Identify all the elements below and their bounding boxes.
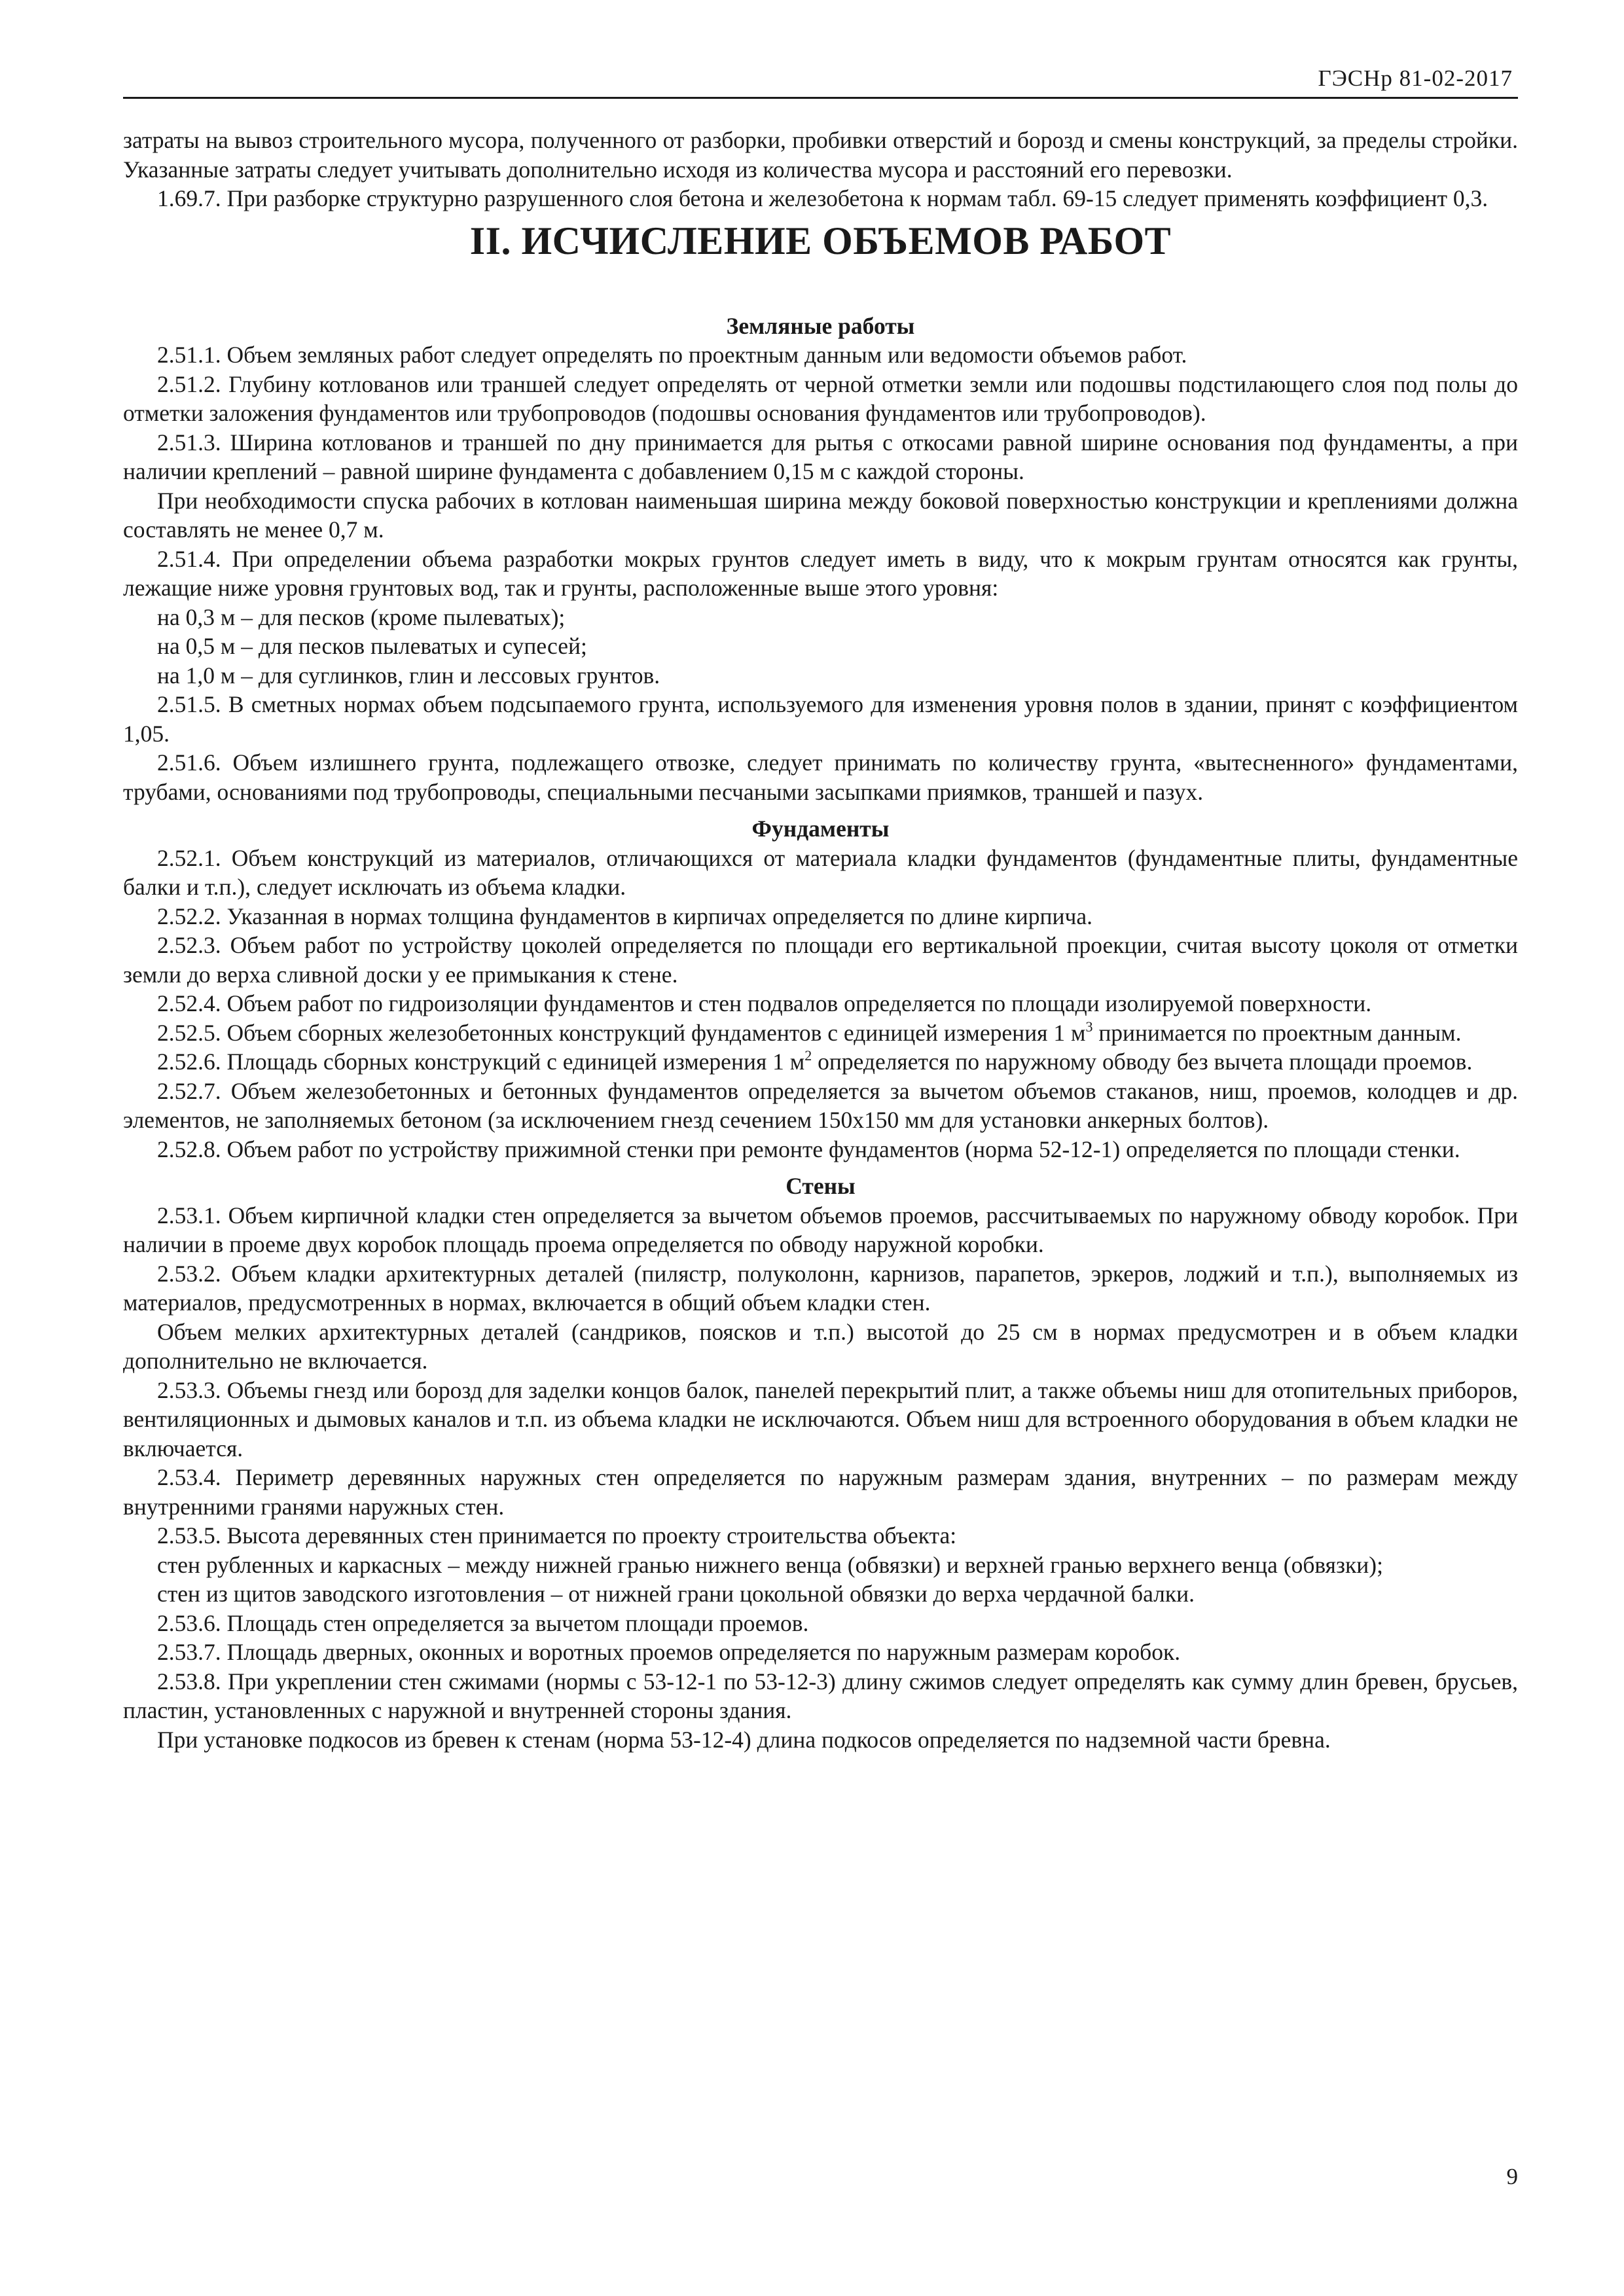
paragraph-text: принимается по проектным данным. [1092, 1019, 1462, 1046]
paragraph: 2.53.4. Периметр деревянных наружных стен определяется по наружным размерам здания, внутренних – по размерам между внутренними гранями наружных стен. [123, 1464, 1518, 1520]
paragraph-text: 2.52.5. Объем сборных железобетонных конструкций фундаментов с единицей измерения 1 м [157, 1019, 1086, 1046]
paragraph [123, 1018, 1518, 1048]
list-item: на 0,5 м – для песков пылеватых и супесей; [157, 633, 587, 659]
subsection-title-walls: Стены [785, 1173, 856, 1199]
paragraph: 2.53.3. Объемы гнезд или борозд для заделки концов балок, панелей перекрытий плит, а также объемы ниш для отопительных приборов, вентиляционных и дымовых каналов и т.п. из объема кладки не исключаются. Объем ниш для встроенного оборудования в объем кладки не включается. [123, 1376, 1518, 1462]
paragraph: 2.52.2. Указанная в нормах толщина фундаментов в кирпичах определяется по длине кирпича. [157, 903, 1092, 929]
paragraph: 2.51.2. Глубину котлованов или траншей следует определять от черной отметки земли или подошвы подстилающего слоя под полы до отметки заложения фундаментов или трубопроводов (подошвы основания фундаментов или трубопроводов). [123, 370, 1518, 426]
superscript: 2 [804, 1047, 812, 1064]
paragraph: 2.53.6. Площадь стен определяется за вычетом площади проемов. [157, 1609, 809, 1636]
paragraph: 2.51.6. Объем излишнего грунта, подлежащего отвозке, следует принимать по количеству грунта, «вытесненного» фундаментами, трубами, основаниями под трубопроводы, специальными песчаными засыпками приямков, траншей и пазух. [123, 749, 1518, 805]
list-item: на 0,3 м – для песков (кроме пылеватых); [157, 603, 566, 630]
paragraph: 2.51.5. В сметных нормах объем подсыпаемого грунта, используемого для изменения уровня полов в здании, принят с коэффициентом 1,05. [123, 691, 1518, 747]
paragraph: При необходимости спуска рабочих в котлован наименьшая ширина между боковой поверхностью конструкции и креплениями должна составлять не менее 0,7 м. [123, 487, 1518, 543]
paragraph: 2.53.5. Высота деревянных стен принимается по проекту строительства объекта: [157, 1522, 957, 1549]
spacer [123, 264, 1518, 312]
paragraph: 2.53.1. Объем кирпичной кладки стен определяется за вычетом объемов проемов, рассчитываемых по наружному обводу коробок. При наличии в проеме двух коробок площадь проема определяется по обводу наружной коробки. [123, 1202, 1518, 1257]
paragraph-text: определяется по наружному обводу без вычета площади проемов. [812, 1049, 1473, 1075]
subsection-title-earthworks: Земляные работы [726, 312, 915, 339]
paragraph: 2.52.3. Объем работ по устройству цоколей определяется по площади его вертикальной проекции, считая высоту цоколя от отметки земли до верха сливной доски у ее примыкания к стене. [123, 932, 1518, 988]
paragraph: При установке подкосов из бревен к стенам (норма 53-12-4) длина подкосов определяется по надземной части бревна. [157, 1726, 1331, 1753]
paragraph: 2.52.4. Объем работ по гидроизоляции фундаментов и стен подвалов определяется по площади изолируемой поверхности. [157, 990, 1372, 1016]
superscript: 3 [1085, 1018, 1093, 1035]
paragraph: 2.52.7. Объем железобетонных и бетонных фундаментов определяется за вычетом объемов стаканов, ниш, проемов, колодцев и др. элементов, не заполняемых бетоном (за исключением гнезд сечением 150х150 мм для установки анкерных болтов). [123, 1077, 1518, 1133]
header-divider [123, 97, 1518, 99]
paragraph: 1.69.7. При разборке структурно разрушенного слоя бетона и железобетона к нормам табл. 69-15 следует применять коэффициент 0,3. [157, 185, 1489, 211]
paragraph: 2.51.1. Объем земляных работ следует определять по проектным данным или ведомости объемов работ. [157, 342, 1187, 368]
paragraph: стен из щитов заводского изготовления – от нижней грани цокольной обвязки до верха чердачной балки. [157, 1581, 1195, 1607]
paragraph: затраты на вывоз строительного мусора, полученного от разборки, пробивки отверстий и борозд и смены конструкций, за пределы стройки. Указанные затраты следует учитывать дополнительно исходя из количества мусора и расстояний его перевозки. [123, 127, 1518, 183]
list-item: на 1,0 м – для суглинков, глин и лессовых грунтов. [157, 662, 660, 689]
document-code: ГЭСНр 81-02-2017 [1318, 65, 1513, 91]
document-body [123, 126, 1518, 1754]
paragraph: 2.53.2. Объем кладки архитектурных деталей (пилястр, полуколонн, карнизов, парапетов, эркеров, лоджий и т.п.), выполняемых из материалов, предусмотренных в нормах, включается в общий объем кладки стен. [123, 1260, 1518, 1316]
subsection-title-foundations: Фундаменты [751, 816, 890, 842]
paragraph: 2.53.8. При укреплении стен сжимами (нормы с 53-12-1 по 53-12-3) длину сжимов следует определять как сумму длин бревен, брусьев, пластин, установленных с наружной и внутренней стороны здания. [123, 1668, 1518, 1723]
paragraph: 2.51.4. При определении объема разработки мокрых грунтов следует иметь в виду, что к мокрым грунтам относятся как грунты, лежащие ниже уровня грунтовых вод, так и грунты, расположенные выше этого уровня: [123, 545, 1518, 601]
paragraph: 2.52.1. Объем конструкций из материалов, отличающихся от материала кладки фундаментов (фундаментные плиты, фундаментные балки и т.п.), следует исключать из объема кладки. [123, 844, 1518, 900]
paragraph: 2.52.8. Объем работ по устройству прижимной стенки при ремонте фундаментов (норма 52-12-1) определяется по площади стенки. [157, 1136, 1460, 1162]
paragraph: стен рубленных и каркасных – между нижней гранью нижнего венца (обвязки) и верхней гранью верхнего венца (обвязки); [157, 1551, 1383, 1578]
paragraph [123, 1047, 1518, 1077]
spacer [123, 1164, 1518, 1172]
paragraph: Объем мелких архитектурных деталей (сандриков, поясков и т.п.) высотой до 25 см в нормах предусмотрен и в объем кладки дополнительно не включается. [123, 1318, 1518, 1374]
page-number: 9 [1506, 2164, 1518, 2189]
paragraph: 2.51.3. Ширина котлованов и траншей по дну принимается для рытья с откосами равной ширине основания под фундаменты, а при наличии креплений – равной ширине фундамента с добавлением 0,15 м с каждой стороны. [123, 429, 1518, 484]
paragraph: 2.53.7. Площадь дверных, оконных и воротных проемов определяется по наружным размерам коробок. [157, 1639, 1181, 1665]
paragraph-text: 2.52.6. Площадь сборных конструкций с единицей измерения 1 м [157, 1049, 805, 1075]
spacer [123, 806, 1518, 814]
section-title: II. ИСЧИСЛЕНИЕ ОБЪЕМОВ РАБОТ [469, 219, 1172, 262]
